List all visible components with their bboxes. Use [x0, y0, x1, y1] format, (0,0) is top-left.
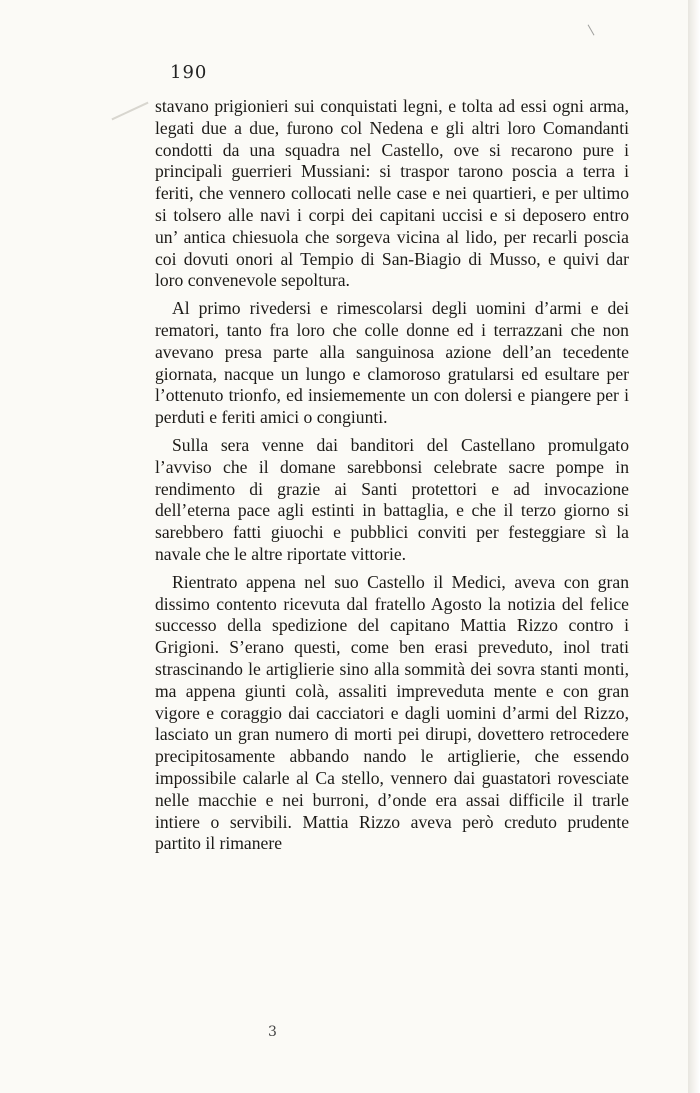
text-line: Rientrato appena nel suo Castello il Medici, aveva con gran — [172, 571, 629, 592]
text-line: ed esultare per l’ottenuto trionfo, ed insiememente un con — [155, 363, 629, 406]
text-line: Sulla sera venne dai banditori del Castellano promulgato — [172, 434, 629, 455]
bottom-signature-mark: 3 — [268, 1024, 277, 1040]
text-line: stavano prigionieri sui conquistati legni, e tolta ad essi — [155, 96, 553, 116]
text-line: tecedente giornata, nacque un lungo e clamoroso gratularsi — [155, 341, 629, 384]
text-line: ogni arma, legati due a due, furono col Nedena e gli altri — [155, 96, 629, 138]
text-line: stello, vennero dai guastatori rovesciate nelle macchie e nei — [155, 767, 629, 810]
text-line: che non avevano presa parte alla sanguinosa azione dell’an — [155, 319, 629, 362]
ink-mark-top — [588, 21, 602, 36]
text-line: Mattia Rizzo aveva però creduto prudente partito il rimanere — [155, 811, 630, 854]
text-line: uomini d’armi del Rizzo, lasciato un gran numero di morti — [155, 702, 630, 745]
page-number: 190 — [170, 62, 208, 83]
text-line: trati strascinando le artiglierie sino alla sommità dei sovra — [155, 637, 629, 679]
text-line: che sorgeva vicina al lido, per recarli poscia coi dovuti — [155, 226, 629, 269]
text-line: nando le artiglierie, che essendo impossibile calarle al Ca — [155, 746, 629, 788]
text-line: Al primo rivedersi e rimescolarsi degli uomini d’armi e — [172, 298, 608, 319]
paragraph-1 — [155, 96, 629, 292]
text-line: dolersi e piangere per i perduti e feriti amici o congiunti. — [155, 385, 629, 428]
text-line: sì la navale che le altre riportate vittorie. — [155, 522, 629, 564]
text-line: stanti monti, ma appena giunti colà, assaliti impreveduta — [155, 658, 629, 701]
text-line: case e nei quartieri, e per ultimo si tolsero alle navi i corpi — [155, 183, 629, 225]
paragraph-2 — [155, 298, 629, 429]
text-line: mente e con gran vigore e coraggio dai cacciatori e dagli — [155, 680, 629, 723]
text-line: l’avviso che il domane sarebbonsi celebrate sacre pompe in — [155, 456, 629, 477]
text-line: si sarebbero fatti giuochi e pubblici conviti per festeggiare — [155, 500, 629, 543]
text-line: dissimo contento ricevuta dal fratello Agosto la notizia del felice — [155, 593, 629, 614]
text-line: tarono poscia a terra i feriti, che vennero collocati nelle — [155, 161, 629, 204]
text-line: convenevole sepoltura. — [187, 270, 350, 291]
text-line: loro Comandanti condotti da una squadra nel Castello, ove — [155, 117, 629, 160]
text-line: successo della spedizione del capitano Mattia Rizzo contro i — [155, 615, 629, 636]
margin-scratch-mark — [111, 102, 148, 121]
text-line: Grigioni. S’erano questi, come ben erasi preveduto, inol — [155, 637, 591, 658]
text-line: rendimento di grazie ai Santi protettori e ad invocazione — [155, 478, 629, 499]
paragraph-4 — [155, 572, 629, 855]
page-edge-shadow — [688, 0, 700, 1093]
text-line: dei rematori, tanto fra loro che colle donne ed i terrazzani — [155, 298, 629, 340]
text-line: dei capitani uccisi e si deposero entro un’ antica chiesuola — [155, 204, 630, 247]
text-line: burroni, d’onde era assai difficile il trarle intiere o servibili. — [155, 789, 629, 832]
text-line: onori al Tempio di San-Biagio di Musso, e quivi dar loro — [155, 248, 629, 291]
text-line: dell’eterna pace agli estinti in battaglia, e che il terzo giorno — [155, 500, 618, 521]
text-line: pei dirupi, dovettero retrocedere precipitosamente abbando — [155, 724, 629, 767]
body-text — [155, 96, 629, 855]
text-line: si recarono pure i principali guerrieri Mussiani: si traspor — [155, 139, 629, 182]
paragraph-3 — [155, 435, 629, 566]
